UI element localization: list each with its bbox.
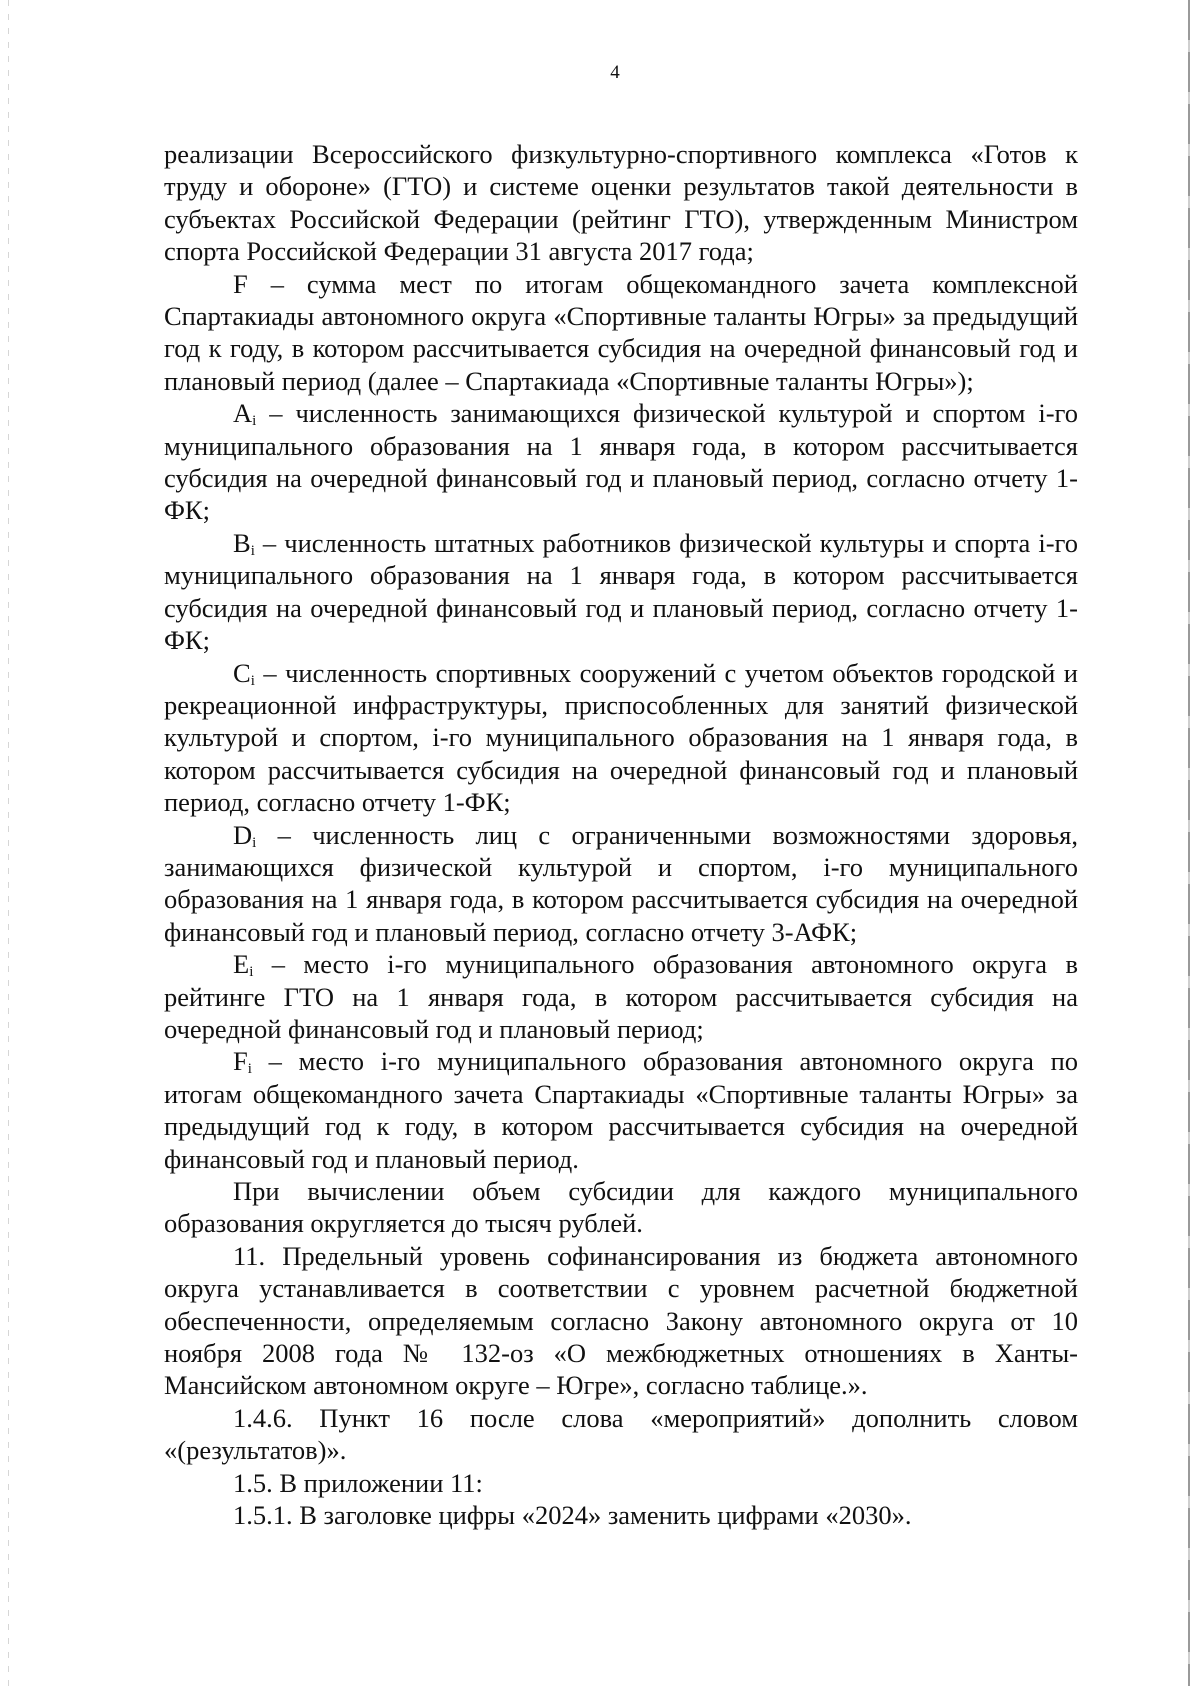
paragraph-item-1-4-6: 1.4.6. Пункт 16 после слова «мероприятий» дополнить словом «(результатов)». <box>164 1402 1078 1466</box>
subscript-i: i <box>247 1061 252 1078</box>
definition-text: – численность лиц с ограниченными возможностями здоровья, занимающихся физической культурой и спортом, i-го муниципального образования на 1 января года, в котором рассчитывается субсидия на очередной финансовый год и плановый период, согласно отчету 3-АФК; <box>164 819 1078 947</box>
symbol-f: F <box>233 1046 248 1077</box>
definition-text: – место i-го муниципального образования автономного округа в рейтинге ГТО на 1 января года, в котором рассчитывается субсидия на очередной финансовый год и плановый период; <box>164 949 1078 1044</box>
definition-text: – численность спортивных сооружений с учетом объектов городской и рекреационной инфраструктуры, приспособленных для занятий физической культурой и спортом, i-го муниципального образования на 1 января года, в котором рассчитывается субсидия на очередной финансовый год и плановый период, согласно отчету 1-ФК; <box>164 657 1078 818</box>
definition-text: – численность занимающихся физической культурой и спортом i-го муниципального образования на 1 января года, в котором рассчитывается субсидия на очередной финансовый год и плановый период, согласно отчету 1-ФК; <box>164 398 1078 526</box>
subscript-i: i <box>250 542 255 559</box>
paragraph-definition-ai <box>164 397 1078 527</box>
subscript-i: i <box>249 964 254 981</box>
paragraph-item-11: 11. Предельный уровень софинансирования из бюджета автономного округа устанавливается в соответствии с уровнем расчетной бюджетной обеспеченности, определяемым согласно Закону автономного округа от 10 ноября 2008 года № 132-оз «О межбюджетных отношениях в Ханты-Мансийском автономном округе – Югре», согласно таблице.». <box>164 1240 1078 1401</box>
paragraph-definition-ei <box>164 948 1078 1045</box>
paragraph-item-1-5: 1.5. В приложении 11: <box>233 1467 483 1498</box>
paragraph-item-1-5-1: 1.5.1. В заголовке цифры «2024» заменить цифрами «2030». <box>233 1500 912 1531</box>
paragraph-definition-f: F – сумма мест по итогам общекомандного зачета комплексной Спартакиады автономного округа «Спортивные таланты Югры» за предыдущий год к году, в котором рассчитывается субсидия на очередной финансовый год и плановый период (далее – Спартакиада «Спортивные таланты Югры»); <box>164 268 1078 396</box>
subscript-i: i <box>252 413 257 430</box>
scan-edge-left <box>8 0 9 1686</box>
document-body <box>164 138 1078 1531</box>
subscript-i: i <box>250 672 255 689</box>
paragraph-rounding-rule: При вычислении объем субсидии для каждого муниципального образования округляется до тысяч рублей. <box>164 1176 1078 1239</box>
symbol-e: E <box>233 949 250 980</box>
symbol-d: D <box>233 819 253 850</box>
paragraph-definition-fi <box>164 1045 1078 1175</box>
symbol-b: B <box>233 527 251 558</box>
paragraph-definition-bi <box>164 527 1078 657</box>
definition-text: – место i-го муниципального образования автономного округа по итогам общекомандного зачета Спартакиады «Спортивные таланты Югры» за предыдущий год к году, в котором рассчитывается субсидия на очередной финансовый год и плановый период. <box>164 1046 1078 1174</box>
subscript-i: i <box>252 834 257 851</box>
page-number: 4 <box>610 62 620 83</box>
paragraph-definition-di <box>164 819 1078 949</box>
symbol-c: C <box>233 657 251 688</box>
scan-edge-right <box>1188 0 1190 1686</box>
paragraph-definition-ci <box>164 657 1078 819</box>
symbol-a: A <box>233 398 253 429</box>
definition-text: – численность штатных работников физической культуры и спорта i-го муниципального образования на 1 января года, в котором рассчитывается субсидия на очередной финансовый год и плановый период, согласно отчету 1-ФК; <box>164 527 1078 656</box>
paragraph-gto-rating-continuation: реализации Всероссийского физкультурно-спортивного комплекса «Готов к труду и обороне» (ГТО) и системе оценки результатов такой деятельности в субъектах Российской Федерации (рейтинг ГТО), утвержденным Министром спорта Российской Федерации 31 августа 2017 года; <box>164 139 1078 267</box>
